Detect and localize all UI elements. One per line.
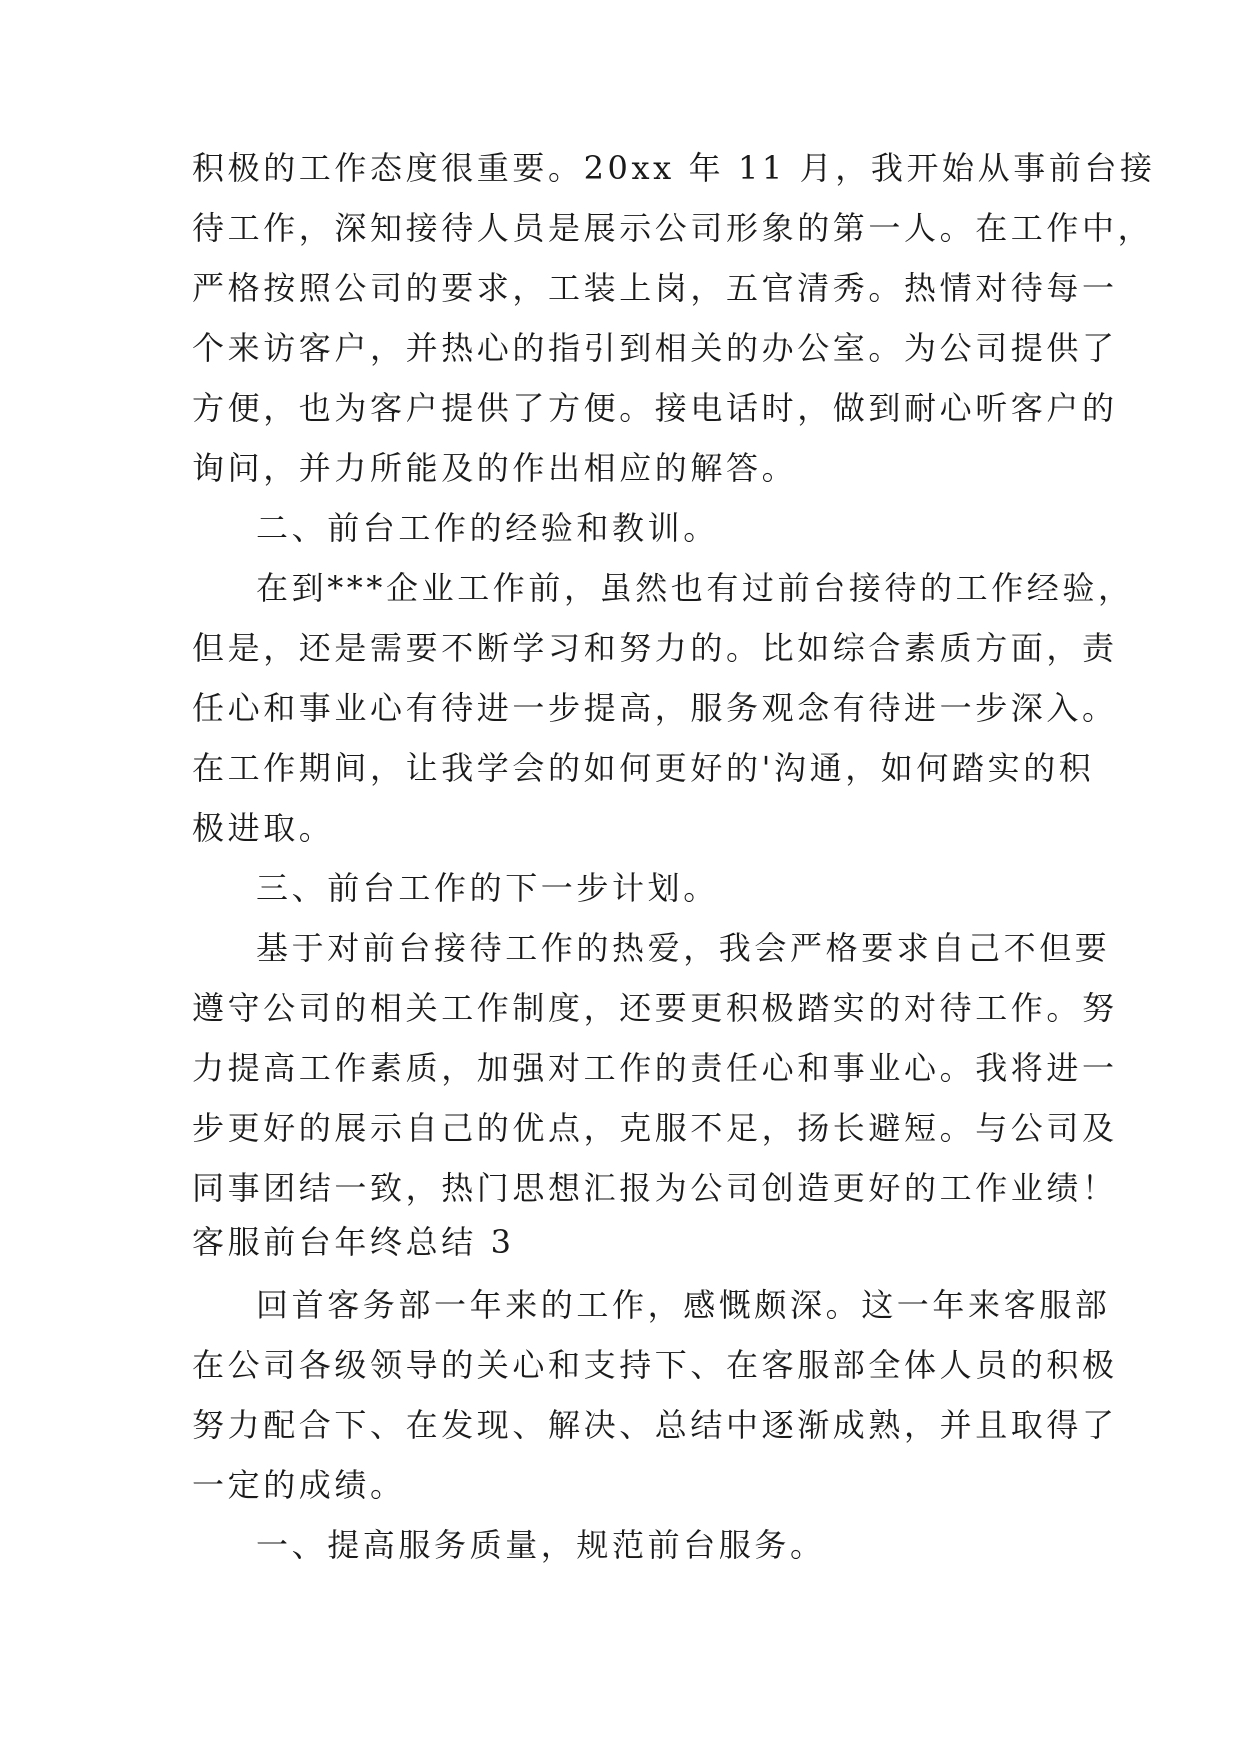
text-line: 积极的工作态度很重要。20xx 年 11 月，我开始从事前台接 bbox=[192, 149, 1156, 187]
text-line: 同事团结一致，热门思想汇报为公司创造更好的工作业绩！ bbox=[192, 1169, 1118, 1207]
text-line: 回首客务部一年来的工作，感慨颇深。这一年来客服部 bbox=[256, 1286, 1111, 1324]
text-line: 严格按照公司的要求，工装上岗，五官清秀。热情对待每一 bbox=[192, 269, 1118, 307]
document-subtitle: 客服前台年终总结 3 bbox=[192, 1223, 515, 1261]
text-line: 力提高工作素质，加强对工作的责任心和事业心。我将进一 bbox=[192, 1049, 1118, 1087]
text-line: 在公司各级领导的关心和支持下、在客服部全体人员的积极 bbox=[192, 1346, 1118, 1384]
text-line: 在工作期间，让我学会的如何更好的'沟通，如何踏实的积 bbox=[192, 749, 1095, 787]
text-line: 遵守公司的相关工作制度，还要更积极踏实的对待工作。努 bbox=[192, 989, 1118, 1027]
text-line: 但是，还是需要不断学习和努力的。比如综合素质方面，责 bbox=[192, 629, 1118, 667]
text-line: 基于对前台接待工作的热爱，我会严格要求自己不但要 bbox=[256, 929, 1111, 967]
text-line: 待工作，深知接待人员是展示公司形象的第一人。在工作中， bbox=[192, 209, 1154, 247]
text-line: 任心和事业心有待进一步提高，服务观念有待进一步深入。 bbox=[192, 689, 1118, 727]
text-line: 个来访客户，并热心的指引到相关的办公室。为公司提供了 bbox=[192, 329, 1118, 367]
text-line: 在到***企业工作前，虽然也有过前台接待的工作经验， bbox=[256, 569, 1134, 607]
text-line: 一定的成绩。 bbox=[192, 1466, 406, 1504]
text-line: 步更好的展示自己的优点，克服不足，扬长避短。与公司及 bbox=[192, 1109, 1118, 1147]
text-line: 方便，也为客户提供了方便。接电话时，做到耐心听客户的 bbox=[192, 389, 1118, 427]
section-heading: 一、提高服务质量，规范前台服务。 bbox=[256, 1526, 826, 1564]
text-line: 极进取。 bbox=[192, 809, 335, 847]
text-line: 努力配合下、在发现、解决、总结中逐渐成熟，并且取得了 bbox=[192, 1406, 1118, 1444]
section-heading: 三、前台工作的下一步计划。 bbox=[256, 869, 719, 907]
section-heading: 二、前台工作的经验和教训。 bbox=[256, 509, 719, 547]
text-line: 询问，并力所能及的作出相应的解答。 bbox=[192, 449, 798, 487]
